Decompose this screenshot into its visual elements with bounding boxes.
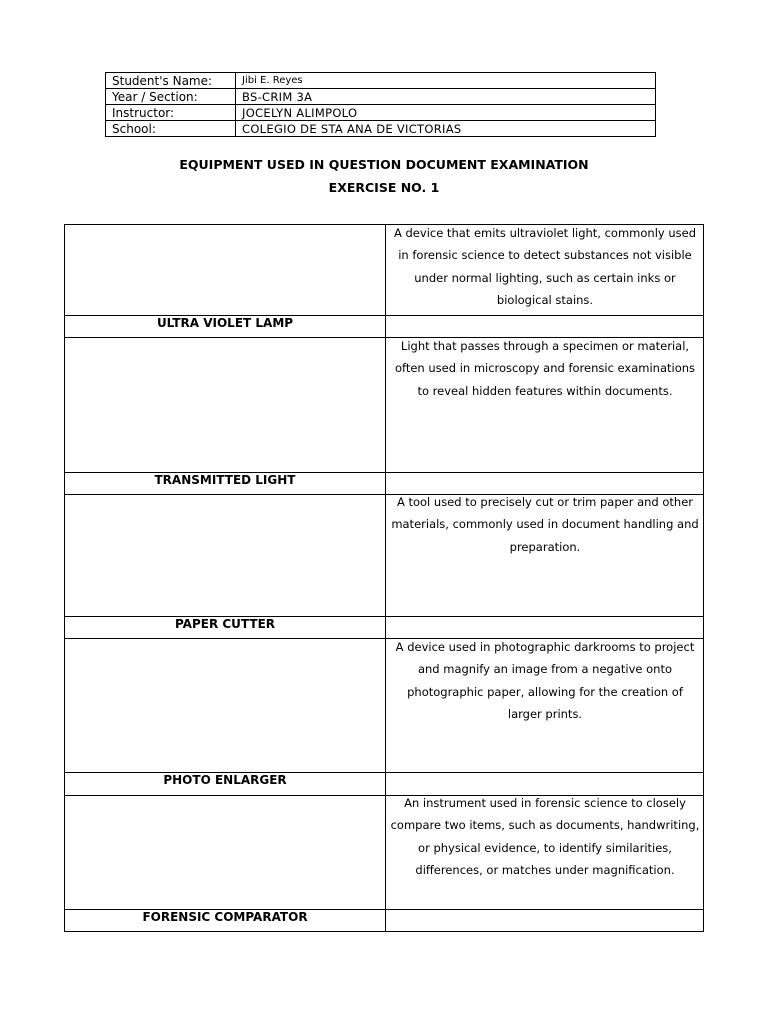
document-title: EQUIPMENT USED IN QUESTION DOCUMENT EXAMINATION: [179, 157, 589, 172]
instructor-label: Instructor:: [106, 105, 236, 121]
year-section-row: [106, 89, 656, 105]
student-name-label: Student's Name:: [106, 73, 236, 89]
equipment-description-photo-enlarger: A device used in photographic darkrooms to project and magnify an image from a negative onto photographic paper, allowing for the creation of larger prints.: [395, 640, 695, 721]
student-info-table: [105, 72, 656, 137]
equipment-table: [64, 224, 704, 932]
equipment-description-paper-cutter: A tool used to precisely cut or trim paper and other materials, commonly used in document handling and preparation.: [391, 495, 699, 554]
year-section-value: BS-CRIM 3A: [236, 89, 656, 105]
equipment-name-photo-enlarger: PHOTO ENLARGER: [163, 773, 287, 787]
equipment-name-transmitted-light: TRANSMITTED LIGHT: [154, 473, 296, 487]
school-row: [106, 121, 656, 137]
column-divider: [385, 225, 386, 931]
student-name-value: Jibi E. Reyes: [236, 73, 656, 89]
student-name-row: [106, 73, 656, 89]
year-section-label: Year / Section:: [106, 89, 236, 105]
equipment-name-forensic-comparator: FORENSIC COMPARATOR: [142, 910, 308, 924]
school-value: COLEGIO DE STA ANA DE VICTORIAS: [236, 121, 656, 137]
equipment-name-paper-cutter: PAPER CUTTER: [174, 617, 276, 631]
equipment-description-uv-lamp: A device that emits ultraviolet light, commonly used in forensic science to detect substances not visible under normal lighting, such as certain inks or biological stains.: [393, 226, 697, 307]
exercise-number: EXERCISE NO. 1: [328, 180, 440, 195]
equipment-description-transmitted-light: Light that passes through a specimen or material, often used in microscopy and forensic examinations to reveal hidden features within documents.: [394, 339, 696, 398]
equipment-name-uv-lamp: ULTRA VIOLET LAMP: [156, 316, 294, 330]
instructor-row: [106, 105, 656, 121]
school-label: School:: [106, 121, 236, 137]
instructor-value: JOCELYN ALIMPOLO: [236, 105, 656, 121]
equipment-description-forensic-comparator: An instrument used in forensic science to closely compare two items, such as documents, handwriting, or physical evidence, to identify similarities, differences, or matches under magnification.: [390, 796, 700, 877]
